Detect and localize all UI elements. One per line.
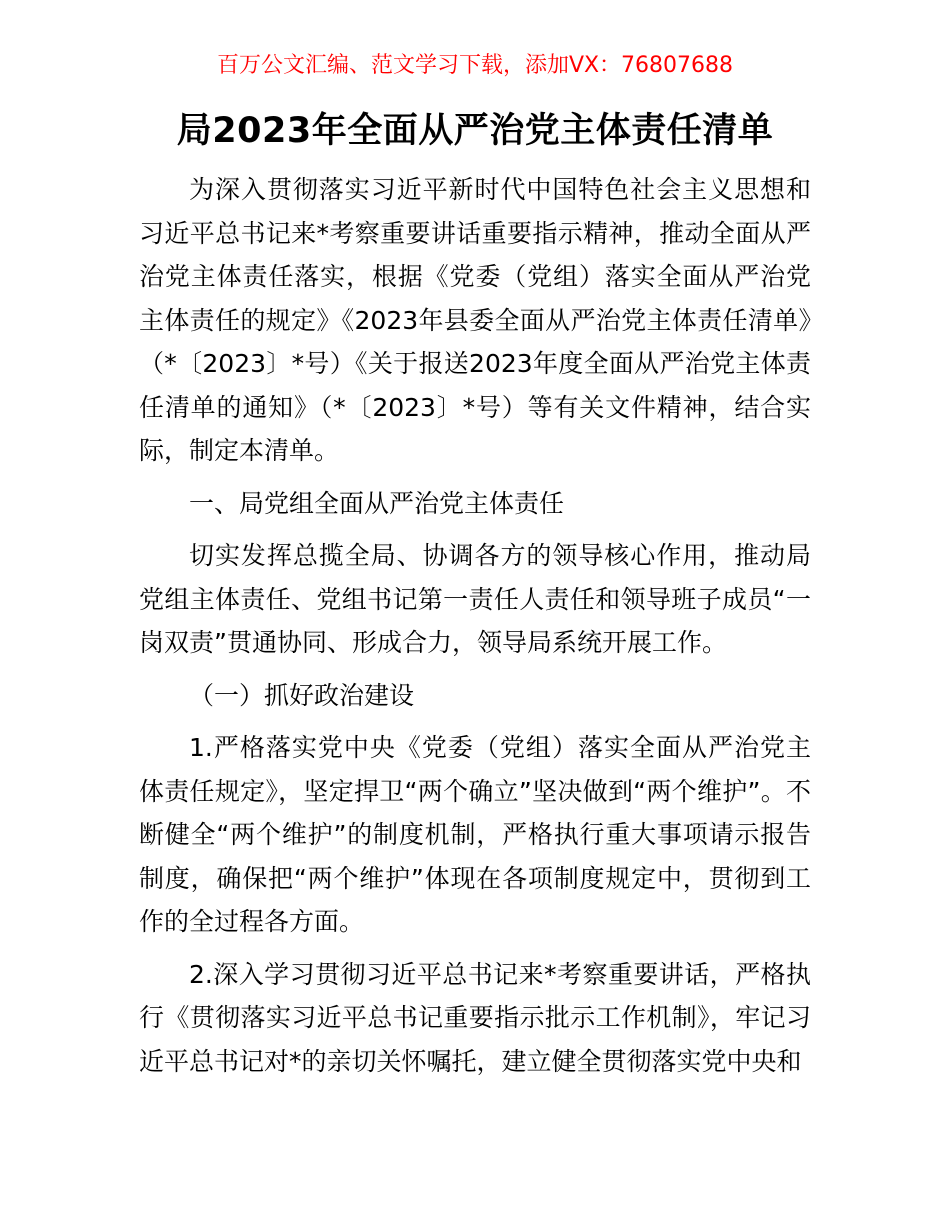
intro-paragraph: 为深入贯彻落实习近平新时代中国特色社会主义思想和习近平总书记来*考察重要讲话重要指示精神，推动全面从严治党主体责任落实，根据《党委（党组）落实全面从严治党主体责任的规定》《2023年县委全面从严治党主体责任清单》（*〔2023〕*号）《关于报送2023年度全面从严治党主体责任清单的通知》（*〔2023〕*号）等有关文件精神，结合实际，制定本清单。 bbox=[139, 175, 811, 465]
subsection-1-heading: （一）抓好政治建设 bbox=[189, 680, 415, 710]
section-1-lead-paragraph: 切实发挥总揽全局、协调各方的领导核心作用，推动局党组主体责任、党组书记第一责任人责任和领导班子成员“一岗双责”贯通协同、形成合力，领导局系统开展工作。 bbox=[139, 541, 811, 657]
document-title: 局2023年全面从严治党主体责任清单 bbox=[176, 111, 774, 151]
numbered-item-2-paragraph: 2.深入学习贯彻习近平总书记来*考察重要讲话，严格执行《贯彻落实习近平总书记重要指示批示工作机制》，牢记习近平总书记对*的亲切关怀嘱托，建立健全贯彻落实党中央和 bbox=[139, 959, 811, 1076]
watermark-note: 百万公文汇编、范文学习下载，添加VX：76807688 bbox=[216, 53, 734, 78]
numbered-item-1-paragraph: 1.严格落实党中央《党委（党组）落实全面从严治党主体责任规定》，坚定捍卫“两个确立”坚决做到“两个维护”。不断健全“两个维护”的制度机制，严格执行重大事项请示报告制度，确保把“两个维护”体现在各项制度规定中，贯彻到工作的全过程各方面。 bbox=[139, 733, 811, 936]
section-1-heading: 一、局党组全面从严治党主体责任 bbox=[189, 488, 565, 518]
document-body bbox=[139, 168, 811, 1083]
